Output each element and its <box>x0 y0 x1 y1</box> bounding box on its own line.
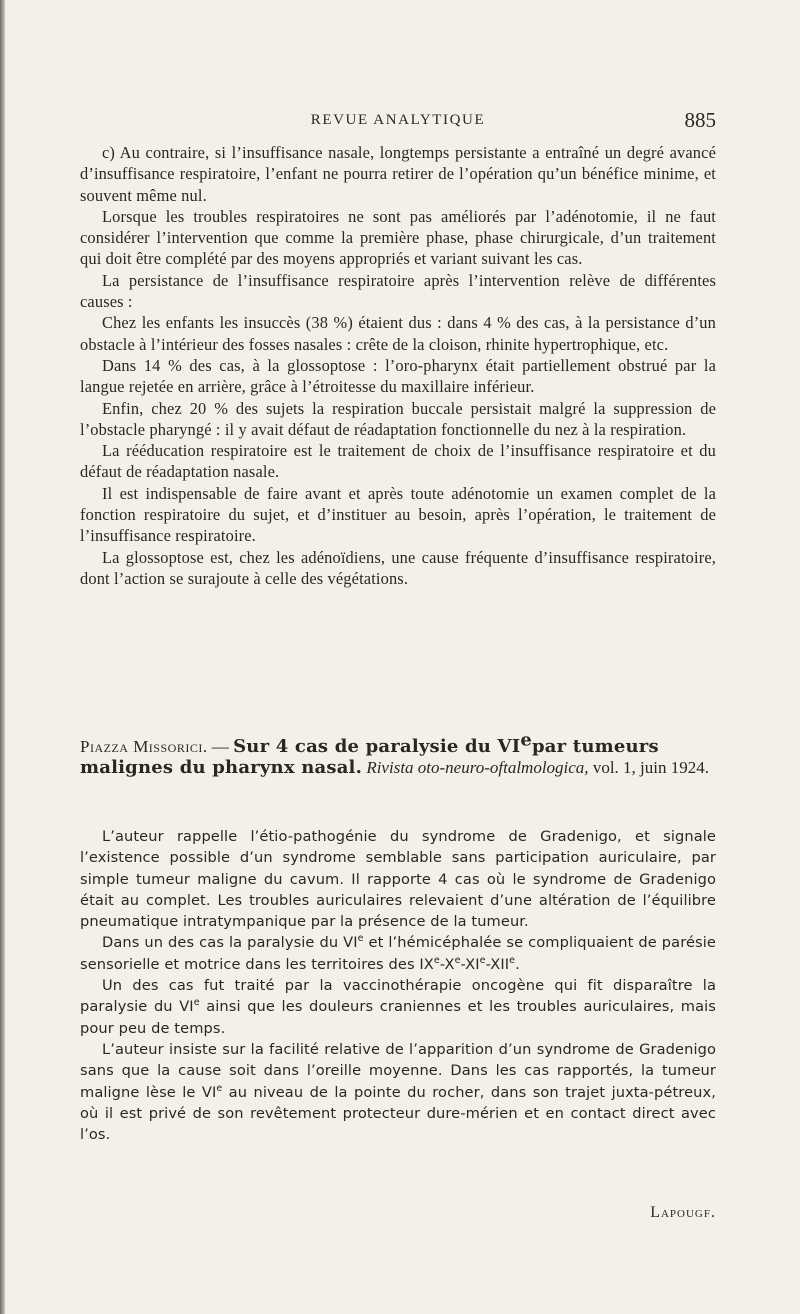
paragraph: La rééducation respiratoire est le traitement de choix de l’insuffisance respiratoire et du défaut de réadaptation nasale. <box>80 441 716 482</box>
paragraph: Chez les enfants les insuccès (38 %) étaient dus : dans 4 % des cas, à la persistance d’un obstacle à l’intérieur des fosses nasales : crête de la cloison, rhinite hypertrophique, etc. <box>80 313 716 354</box>
article-title-part1: Sur 4 cas de paralysie du VI <box>233 736 521 757</box>
page-binding-edge <box>0 0 5 1314</box>
text-run: au niveau de la pointe du rocher, dans son trajet juxta-pétreux, où il est privé de son revêtement protecteur dure-mérien et en contact direct avec l’os. <box>80 1083 716 1144</box>
article-author: Piazza Missorici. <box>80 737 208 756</box>
text-run: -X <box>439 955 455 973</box>
paragraph <box>80 1039 716 1145</box>
superscript: e <box>193 997 200 1009</box>
superscript: e <box>216 1082 223 1094</box>
paragraph: La persistance de l’insuffisance respiratoire après l’intervention relève de différentes causes : <box>80 270 716 312</box>
article-heading <box>80 729 716 778</box>
running-title: REVUE ANALYTIQUE <box>310 112 486 128</box>
paragraph: Lorsque les troubles respiratoires ne sont pas améliorés par l’adénotomie, il ne faut considérer l’intervention que comme la première phase, phase chirurgicale, d’un traitement qui doit être complété par des moyens appropriés et variant suivant les cas. <box>80 206 716 269</box>
article-title-superscript: e <box>520 729 532 751</box>
text-run: et l’hémicéphalée se compliquaient de parésie sensorielle et motrice dans les territoires des IX <box>80 934 716 973</box>
journal-name: Rivista oto-neuro-oftalmologica, <box>366 758 589 777</box>
page-number: 885 <box>684 108 716 132</box>
superscript: e <box>454 954 461 966</box>
paragraph: Il est indispensable de faire avant et après toute adénotomie un examen complet de la fonction respiratoire du sujet, et d’instituer au besoin, après l’opération, le traitement de l’insuffisance respiratoire. <box>80 483 716 546</box>
text-run: Un des cas fut traité par la vaccinothérapie oncogène qui fit disparaître la paralysie du VI <box>80 977 716 1016</box>
previous-article-continuation <box>80 142 716 589</box>
text-run: -XI <box>460 955 480 973</box>
superscript: e <box>479 954 486 966</box>
reviewer-signature: Lapougf. <box>650 1204 716 1221</box>
text-run: . <box>515 955 520 973</box>
running-head <box>80 108 716 134</box>
text-run: Dans un des cas la paralysie du VI <box>102 934 358 952</box>
paragraph <box>80 932 716 975</box>
article-title-part2: par tumeurs malignes du pharynx nasal. <box>80 736 659 778</box>
article-body <box>80 826 716 1145</box>
text-run: ainsi que les douleurs craniennes et les troubles auriculaires, mais pour peu de temps. <box>80 998 716 1037</box>
text-run: -XII <box>485 955 510 973</box>
heading-dash: — <box>207 737 234 756</box>
text-run: L’auteur insiste sur la facilité relative de l’apparition d’un syndrome de Gradenigo sans que la cause soit dans l’oreille moyenne. Dans les cas rapportés, la tumeur maligne lèse le VI <box>80 1040 716 1101</box>
superscript: e <box>433 954 440 966</box>
document-page <box>80 0 716 1314</box>
paragraph: La glossoptose est, chez les adénoïdiens, une cause fréquente d’insuffisance respiratoire, dont l’action se surajoute à celle des végétations. <box>80 547 716 588</box>
publication-details: vol. 1, juin 1924. <box>592 758 709 777</box>
paragraph <box>80 975 716 1039</box>
superscript: e <box>357 933 364 945</box>
paragraph: L’auteur rappelle l’étio-pathogénie du syndrome de Gradenigo, et signale l’existence possible d’un syndrome semblable sans participation auriculaire, par simple tumeur maligne du cavum. Il rapporte 4 cas où le syndrome de Gradenigo était au complet. Les troubles auriculaires relevaient d’une altération de l’équilibre pneumatique intratympanique par la présence de la tumeur. <box>80 828 716 931</box>
superscript: e <box>509 954 516 966</box>
paragraph: Enfin, chez 20 % des sujets la respiration buccale persistait malgré la suppression de l’obstacle pharyngé : il y avait défaut de réadaptation fonctionnelle du nez à la respiration. <box>80 398 716 439</box>
paragraph: Dans 14 % des cas, à la glossoptose : l’oro-pharynx était partiellement obstrué par la langue rejetée en arrière, grâce à l’étroitesse du maxillaire inférieur. <box>80 355 716 397</box>
paragraph: c) Au contraire, si l’insuffisance nasale, longtemps persistante a entraîné un degré avancé d’insuffisance respiratoire, l’enfant ne pourra retirer de l’opération qu’un bénéfice minime, et souvent même nul. <box>80 143 716 205</box>
